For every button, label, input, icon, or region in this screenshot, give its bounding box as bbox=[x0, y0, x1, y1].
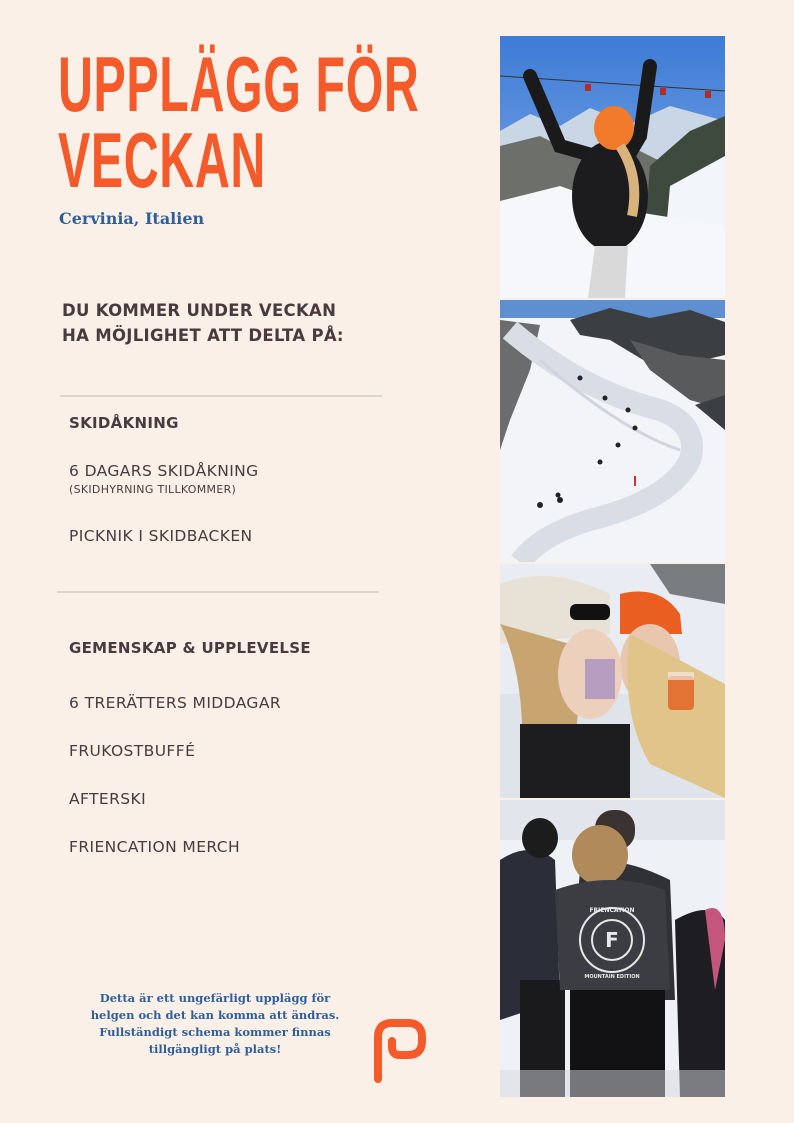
photo-ski-slope bbox=[500, 300, 725, 562]
activity-item-ski-days: 6 DAGARS SKIDÅKNING bbox=[69, 462, 259, 480]
section-heading-community: GEMENSKAP & UPPLEVELSE bbox=[69, 639, 311, 657]
disclaimer-text bbox=[80, 990, 350, 1058]
disclaimer-line2: helgen och det kan komma att ändras. bbox=[90, 1008, 340, 1022]
photo-friends-drink bbox=[500, 564, 725, 798]
divider-middle bbox=[57, 591, 379, 593]
hoodie-print-bottom: MOUNTAIN EDITION bbox=[584, 974, 640, 980]
intro-line2: HA MÖJLIGHET ATT DELTA PÅ: bbox=[62, 326, 344, 345]
activity-item-merch: FRIENCATION MERCH bbox=[69, 838, 241, 856]
photo-arms-raised bbox=[500, 36, 725, 298]
divider-top bbox=[60, 395, 382, 397]
friencation-logo bbox=[366, 1015, 428, 1083]
activity-item-breakfast: FRUKOSTBUFFÉ bbox=[69, 742, 196, 760]
activity-item-ski-note: (SKIDHYRNING TILLKOMMER) bbox=[69, 483, 237, 496]
photo-group-hoodie bbox=[500, 800, 725, 1097]
page-title bbox=[58, 40, 480, 204]
section-heading-skiing: SKIDÅKNING bbox=[69, 414, 179, 432]
disclaimer-line4: tillgängligt på plats! bbox=[148, 1042, 282, 1056]
page-title-line1: UPPLÄGG FÖR bbox=[58, 40, 420, 128]
page-title-line2: VECKAN bbox=[58, 116, 266, 204]
hoodie-logo-letter: F bbox=[605, 928, 619, 952]
intro-text bbox=[62, 298, 344, 348]
intro-line1: DU KOMMER UNDER VECKAN bbox=[62, 301, 337, 320]
activity-item-dinners: 6 TRERÄTTERS MIDDAGAR bbox=[69, 694, 282, 712]
hoodie-print-top: FRIENCATION bbox=[589, 907, 635, 914]
activity-item-picnic: PICKNIK I SKIDBACKEN bbox=[69, 527, 253, 545]
disclaimer-line1: Detta är ett ungefärligt upplägg för bbox=[99, 991, 331, 1005]
disclaimer-line3: Fullständigt schema kommer finnas bbox=[99, 1025, 331, 1039]
activity-item-afterski: AFTERSKI bbox=[69, 790, 147, 808]
location-subtitle: Cervinia, Italien bbox=[59, 209, 205, 228]
